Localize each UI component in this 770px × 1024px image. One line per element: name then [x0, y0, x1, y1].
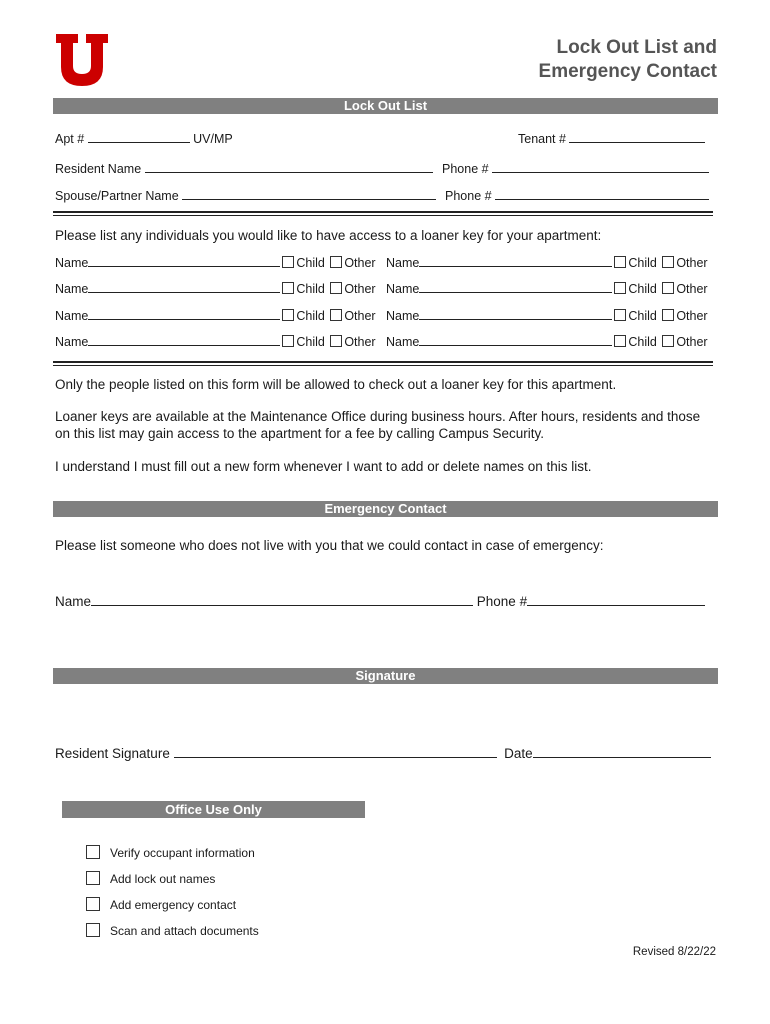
child-checkbox[interactable]: [614, 309, 626, 321]
child-checkbox[interactable]: [282, 256, 294, 268]
emergency-name-input[interactable]: [91, 593, 473, 606]
child-checkbox[interactable]: [614, 335, 626, 347]
access-row: Name Child Other: [386, 335, 708, 349]
access-row: Name Child Other: [55, 256, 376, 270]
office-use-header: Office Use Only: [62, 801, 365, 818]
apt-input[interactable]: [88, 130, 190, 143]
university-u-logo: [54, 34, 110, 86]
date-input[interactable]: [533, 745, 711, 758]
notice-loaner-keys: Loaner keys are available at the Maintenance Office during business hours. After hours, residents and those on this list may gain access to the apartment for a fee by calling Campus Security.: [55, 409, 701, 441]
access-instruction: Please list any individuals you would like to have access to a loaner key for your apartment:: [55, 228, 602, 243]
access-row: Name Child Other: [386, 256, 708, 270]
other-checkbox[interactable]: [662, 309, 674, 321]
divider: [53, 215, 713, 216]
other-checkbox[interactable]: [662, 256, 674, 268]
apt-field-row: Apt # UV/MP: [55, 132, 233, 146]
resident-phone-row: Phone #: [442, 160, 709, 176]
emergency-instruction: Please list someone who does not live with you that we could contact in case of emergency:: [55, 538, 604, 553]
child-checkbox[interactable]: [282, 282, 294, 294]
other-checkbox[interactable]: [662, 335, 674, 347]
child-checkbox[interactable]: [614, 256, 626, 268]
access-name-input[interactable]: [419, 254, 612, 267]
notice-update-form: I understand I must fill out a new form whenever I want to add or delete names on this list.: [55, 459, 592, 474]
notice-allowed: Only the people listed on this form will be allowed to check out a loaner key for this apartment.: [55, 377, 617, 392]
signature-row: Resident Signature Date: [55, 745, 711, 761]
access-row: Name Child Other: [386, 309, 708, 323]
access-row: Name Child Other: [386, 282, 708, 296]
access-row: Name Child Other: [55, 335, 376, 349]
access-name-input[interactable]: [88, 280, 280, 293]
scan-attach-checkbox[interactable]: [86, 923, 100, 937]
resident-phone-input[interactable]: [492, 160, 709, 173]
access-name-input[interactable]: [88, 307, 280, 320]
resident-name-row: Resident Name: [55, 160, 433, 176]
divider: [53, 211, 713, 213]
tenant-field-row: Tenant #: [518, 130, 705, 146]
access-name-input[interactable]: [88, 333, 280, 346]
other-checkbox[interactable]: [662, 282, 674, 294]
spouse-name-row: Spouse/Partner Name: [55, 187, 436, 203]
access-row: Name Child Other: [55, 282, 376, 296]
access-name-input[interactable]: [88, 254, 280, 267]
add-emergency-checkbox[interactable]: [86, 897, 100, 911]
divider: [53, 365, 713, 366]
child-checkbox[interactable]: [282, 309, 294, 321]
access-name-input[interactable]: [419, 280, 612, 293]
page-title: Lock Out List and Emergency Contact: [538, 37, 717, 82]
emergency-phone-input[interactable]: [527, 593, 705, 606]
other-checkbox[interactable]: [330, 309, 342, 321]
lockout-section-header: Lock Out List: [53, 98, 718, 114]
spouse-phone-row: Phone #: [445, 187, 709, 203]
divider: [53, 361, 713, 363]
emergency-section-header: Emergency Contact: [53, 501, 718, 517]
office-checklist-item: Add lock out names: [86, 871, 215, 886]
other-checkbox[interactable]: [330, 256, 342, 268]
office-checklist-item: Add emergency contact: [86, 897, 236, 912]
spouse-phone-input[interactable]: [495, 187, 709, 200]
access-row: Name Child Other: [55, 309, 376, 323]
resident-name-input[interactable]: [145, 160, 433, 173]
resident-signature-input[interactable]: [174, 745, 497, 758]
verify-checkbox[interactable]: [86, 845, 100, 859]
office-checklist-item: Verify occupant information: [86, 845, 255, 860]
access-name-input[interactable]: [419, 333, 612, 346]
tenant-input[interactable]: [569, 130, 705, 143]
emergency-name-row: Name Phone #: [55, 593, 705, 609]
child-checkbox[interactable]: [282, 335, 294, 347]
child-checkbox[interactable]: [614, 282, 626, 294]
signature-section-header: Signature: [53, 668, 718, 684]
office-checklist-item: Scan and attach documents: [86, 923, 259, 938]
spouse-name-input[interactable]: [182, 187, 436, 200]
access-name-input[interactable]: [419, 307, 612, 320]
other-checkbox[interactable]: [330, 282, 342, 294]
revised-date: Revised 8/22/22: [632, 946, 716, 958]
other-checkbox[interactable]: [330, 335, 342, 347]
add-lockout-checkbox[interactable]: [86, 871, 100, 885]
